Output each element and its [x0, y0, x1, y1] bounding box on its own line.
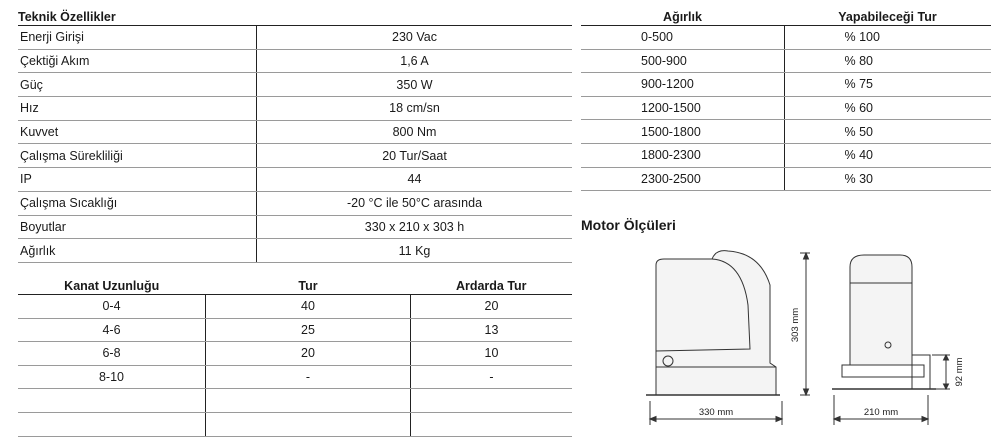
motor-dimensions-title: Motor Ölçüleri	[581, 217, 676, 233]
tech-spec-label: Çalışma Sürekliliği	[18, 144, 257, 168]
weight-percent-cell: % 50	[784, 120, 991, 144]
weight-row	[581, 96, 991, 120]
weight-range-cell: 500-900	[581, 49, 784, 73]
wing-cell	[411, 412, 573, 436]
weight-header-weight: Ağırlık	[581, 9, 784, 26]
tech-spec-label: Çektiği Akım	[18, 49, 257, 73]
weight-header-cycles: Yapabileceği Tur	[784, 9, 991, 26]
tech-spec-value: 44	[257, 168, 573, 192]
tech-spec-row	[18, 168, 572, 192]
wing-cell: -	[206, 365, 411, 389]
tech-spec-row	[18, 97, 572, 121]
wing-row	[18, 295, 572, 319]
wing-cell	[18, 412, 206, 436]
wing-cell	[411, 389, 573, 413]
tech-spec-row	[18, 120, 572, 144]
weight-row	[581, 120, 991, 144]
weight-range-cell: 0-500	[581, 26, 784, 50]
tech-spec-value: 800 Nm	[257, 120, 573, 144]
wing-row	[18, 318, 572, 342]
tech-spec-label: Enerji Girişi	[18, 26, 257, 50]
tech-spec-value: 350 W	[257, 73, 573, 97]
motor-side-body	[656, 251, 776, 395]
wing-cell: 0-4	[18, 295, 206, 319]
wing-length-table	[18, 278, 572, 437]
wing-header-consecutive: Ardarda Tur	[411, 278, 573, 295]
weight-percent-cell: % 100	[784, 26, 991, 50]
wing-header-length: Kanat Uzunluğu	[18, 278, 206, 295]
tech-specs-table	[18, 9, 572, 263]
weight-percent-cell: % 75	[784, 73, 991, 97]
weight-percent-cell: % 40	[784, 143, 991, 167]
wing-cell: 13	[411, 318, 573, 342]
tech-spec-row	[18, 49, 572, 73]
tech-spec-label: Çalışma Sıcaklığı	[18, 191, 257, 215]
tech-spec-label: IP	[18, 168, 257, 192]
tech-specs-title: Teknik Özellikler	[18, 9, 572, 26]
wing-cell	[206, 389, 411, 413]
weight-percent-cell: % 60	[784, 96, 991, 120]
wing-row	[18, 342, 572, 366]
tech-spec-value: -20 °C ile 50°C arasında	[257, 191, 573, 215]
wing-cell: 10	[411, 342, 573, 366]
tech-spec-row	[18, 26, 572, 50]
motor-dimension-drawing	[620, 245, 980, 435]
tech-spec-row	[18, 144, 572, 168]
tech-spec-value: 330 x 210 x 303 h	[257, 215, 573, 239]
weight-row	[581, 26, 991, 50]
tech-spec-row	[18, 215, 572, 239]
wing-header-cycles: Tur	[206, 278, 411, 295]
wing-cell	[206, 412, 411, 436]
tech-spec-row	[18, 239, 572, 263]
dim-height-label: 303 mm	[790, 307, 801, 343]
wing-cell: 20	[206, 342, 411, 366]
dim-base-height-label: 92 mm	[954, 357, 965, 387]
tech-spec-value: 20 Tur/Saat	[257, 144, 573, 168]
wing-cell: 40	[206, 295, 411, 319]
wing-row	[18, 389, 572, 413]
weight-range-cell: 2300-2500	[581, 167, 784, 191]
weight-row	[581, 143, 991, 167]
tech-spec-label: Ağırlık	[18, 239, 257, 263]
weight-row	[581, 167, 991, 191]
weight-row	[581, 73, 991, 97]
weight-percent-cell: % 80	[784, 49, 991, 73]
motor-front-body	[850, 255, 912, 365]
wing-cell: 4-6	[18, 318, 206, 342]
weight-row	[581, 49, 991, 73]
tech-spec-label: Hız	[18, 97, 257, 121]
weight-range-cell: 1200-1500	[581, 96, 784, 120]
tech-spec-value: 1,6 A	[257, 49, 573, 73]
tech-spec-label: Boyutlar	[18, 215, 257, 239]
wing-cell	[18, 389, 206, 413]
tech-spec-value: 11 Kg	[257, 239, 573, 263]
motor-front-gear	[912, 355, 930, 389]
dim-width-front-label: 210 mm	[863, 407, 899, 418]
tech-spec-label: Kuvvet	[18, 120, 257, 144]
weight-range-cell: 1800-2300	[581, 143, 784, 167]
tech-spec-value: 230 Vac	[257, 26, 573, 50]
wing-cell: 25	[206, 318, 411, 342]
wing-cell: 6-8	[18, 342, 206, 366]
wing-cell: 20	[411, 295, 573, 319]
dim-width-side-label: 330 mm	[698, 407, 734, 418]
wing-row	[18, 412, 572, 436]
tech-spec-value: 18 cm/sn	[257, 97, 573, 121]
wing-row	[18, 365, 572, 389]
wing-cell: -	[411, 365, 573, 389]
tech-spec-row	[18, 73, 572, 97]
weight-table	[581, 9, 991, 191]
wing-cell: 8-10	[18, 365, 206, 389]
weight-percent-cell: % 30	[784, 167, 991, 191]
tech-spec-row	[18, 191, 572, 215]
weight-range-cell: 900-1200	[581, 73, 784, 97]
weight-range-cell: 1500-1800	[581, 120, 784, 144]
tech-spec-label: Güç	[18, 73, 257, 97]
